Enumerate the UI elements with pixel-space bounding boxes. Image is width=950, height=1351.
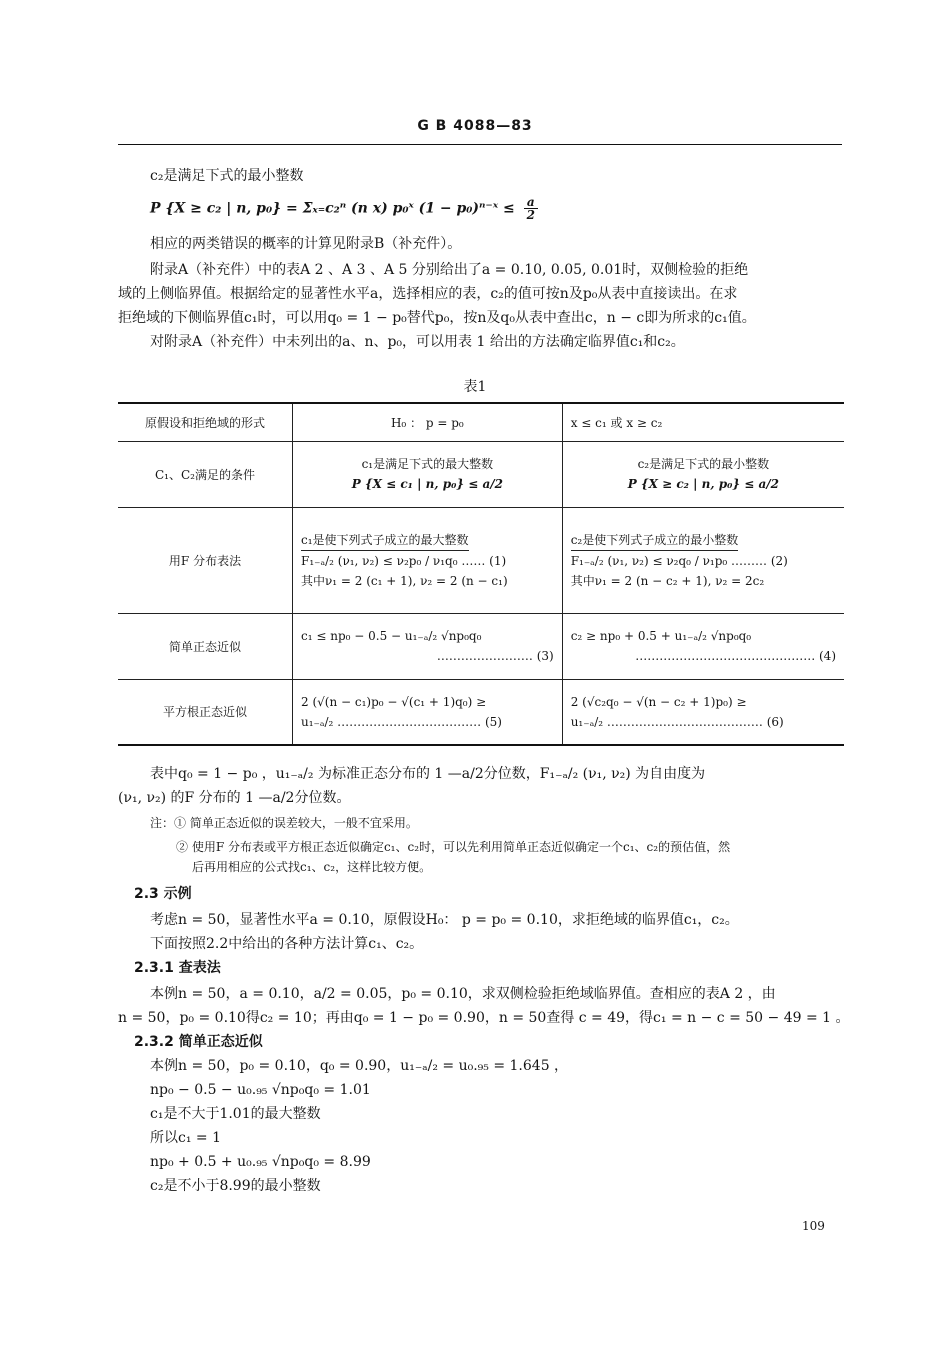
- condition-c2-formula: P {X ≥ c₂ | n, p₀} ≤ a/2: [627, 477, 779, 491]
- normal-approx-line-1: 本例n = 50，p₀ = 0.10，q₀ = 0.90，u₁₋ₐ/₂ = u₀.₉₅ = 1.645 ，: [150, 1058, 569, 1074]
- fraction-numerator: a: [524, 196, 538, 209]
- paragraph-appendix-line-1: 附录A（补充件）中的表A 2 、A 3 、A 5 分别给出了a = 0.10, 0.05, 0.01时，双侧检验的拒绝: [150, 262, 749, 278]
- c2-definition: c₂是满足下式的最小整数: [150, 168, 304, 184]
- cell-condition-c1: [293, 441, 563, 507]
- paragraph-error-probability: 相应的两类错误的概率的计算见附录B（补充件）。: [150, 236, 462, 252]
- sqrt-c2-eq-number: u₁₋ₐ/₂ ………………………………… (6): [570, 714, 784, 729]
- lookup-line-1: 本例n = 50，a = 0.10，a/2 = 0.05，p₀ = 0.10，求双侧检验拒绝域临界值。查相应的表A 2 ，由: [150, 986, 776, 1002]
- row-label-sqrt-approx: 平方根正态近似: [118, 679, 293, 745]
- note-2-line-1: ② 使用F 分布表或平方根正态近似确定c₁、c₂时，可以先利用简单正态近似确定一个c₁、c₂的预估值，然: [176, 840, 731, 854]
- f-c2-where: 其中ν₁ = 2 (n − c₂ + 1), ν₂ = 2c₂: [570, 573, 765, 588]
- sqrt-c1-eq-number: u₁₋ₐ/₂ ……………………………… (5): [301, 714, 502, 729]
- cell-normal-c2: [562, 613, 844, 679]
- paragraph-appendix-line-3: 拒绝域的下侧临界值c₁时，可以用q₀ = 1 − p₀替代p₀，按n及q₀从表中查出c，n − c即为所求的c₁值。: [118, 310, 756, 326]
- cell-normal-c1: [293, 613, 563, 679]
- normal-c2-formula: c₂ ≥ np₀ + 0.5 + u₁₋ₐ/₂ √np₀q₀: [570, 629, 752, 643]
- normal-c1-formula: c₁ ≤ np₀ − 0.5 − u₁₋ₐ/₂ √np₀q₀: [301, 629, 482, 643]
- table-row-form: [118, 403, 844, 441]
- f-c1-where: 其中ν₁ = 2 (c₁ + 1), ν₂ = 2 (n − c₁): [301, 573, 508, 588]
- c2-formula-expression: P {X ≥ c₂ | n, p₀} = Σₓ₌c₂ⁿ (n x) p₀ˣ (1 − p₀)ⁿ⁻ˣ ≤: [150, 200, 515, 217]
- cell-sqrt-c1: [293, 679, 563, 745]
- heading-lookup-method: 2.3.1 查表法: [134, 960, 221, 976]
- table-note-line-2: (ν₁, ν₂) 的F 分布的 1 —a/2分位数。: [118, 790, 351, 806]
- condition-c1-formula: P {X ≤ c₁ | n, p₀} ≤ a/2: [351, 477, 503, 491]
- normal-approx-line-3: c₁是不大于1.01的最大整数: [150, 1106, 321, 1122]
- table-row-f-distribution: [118, 507, 844, 613]
- row-label-form: 原假设和拒绝域的形式: [118, 403, 293, 441]
- row-label-f-distribution: 用F 分布表法: [118, 507, 293, 613]
- table-row-condition: [118, 441, 844, 507]
- f-c2-text: c₂是使下列式子成立的最小整数: [571, 530, 739, 551]
- sqrt-c2-formula: 2 (√c₂q₀ − √(n − c₂ + 1)p₀) ≥: [570, 694, 747, 709]
- normal-approx-line-5: np₀ + 0.5 + u₀.₉₅ √np₀q₀ = 8.99: [150, 1154, 371, 1170]
- row-label-normal-approx: 简单正态近似: [118, 613, 293, 679]
- example-methods: 下面按照2.2中给出的各种方法计算c₁、c₂。: [150, 936, 424, 952]
- note-1: 注：① 简单正态近似的误差较大，一般不宜采用。: [150, 816, 418, 830]
- table-row-sqrt-approx: [118, 679, 844, 745]
- normal-c2-eq-number: ……………………………………… (4): [635, 649, 836, 663]
- paragraph-appendix-line-2: 域的上侧临界值。根据给定的显著性水平a，选择相应的表，c₂的值可按n及p₀从表中直接读出。在求: [118, 286, 738, 302]
- f-c1-formula: F₁₋ₐ/₂ (ν₁, ν₂) ≤ ν₂p₀ / ν₁q₀ …… (1): [301, 553, 507, 568]
- heading-normal-approx: 2.3.2 简单正态近似: [134, 1034, 263, 1050]
- paragraph-table-method: 对附录A（补充件）中未列出的a、n、p₀，可以用表 1 给出的方法确定临界值c₁和c₂。: [150, 334, 685, 350]
- row-label-condition: C₁、C₂满足的条件: [118, 441, 293, 507]
- c2-formula-fraction: [524, 196, 538, 221]
- cell-sqrt-c2: [562, 679, 844, 745]
- c2-formula: [150, 196, 542, 221]
- cell-f-c2: [562, 507, 844, 613]
- cell-rejection-region: x ≤ c₁ 或 x ≥ c₂: [562, 403, 844, 441]
- page-header-standard-number: G B 4088—83: [417, 118, 533, 134]
- table-row-normal-approx: [118, 613, 844, 679]
- condition-c1-text: c₁是满足下式的最大整数: [361, 457, 494, 471]
- normal-approx-line-6: c₂是不小于8.99的最小整数: [150, 1178, 321, 1194]
- fraction-denominator: 2: [526, 208, 535, 222]
- example-problem: 考虑n = 50，显著性水平a = 0.10，原假设H₀： p = p₀ = 0.10，求拒绝域的临界值c₁，c₂。: [150, 912, 739, 928]
- normal-approx-line-4: 所以c₁ = 1: [150, 1130, 221, 1146]
- heading-example: 2.3 示例: [134, 886, 192, 902]
- page-number: 109: [802, 1219, 825, 1233]
- header-rule: [118, 144, 842, 145]
- f-c1-text: c₁是使下列式子成立的最大整数: [301, 530, 469, 551]
- condition-c2-text: c₂是满足下式的最小整数: [637, 457, 770, 471]
- cell-h0: H₀ ： p = p₀: [293, 403, 563, 441]
- f-c2-formula: F₁₋ₐ/₂ (ν₁, ν₂) ≤ ν₂q₀ / ν₁p₀ ……… (2): [570, 553, 788, 568]
- note-2-line-2: 后再用相应的公式找c₁、c₂，这样比较方便。: [192, 860, 432, 874]
- cell-condition-c2: [562, 441, 844, 507]
- sqrt-c1-formula: 2 (√(n − c₁)p₀ − √(c₁ + 1)q₀) ≥: [301, 694, 487, 709]
- lookup-line-2: n = 50，p₀ = 0.10得c₂ = 10；再由q₀ = 1 − p₀ = 0.90，n = 50查得 c = 49，得c₁ = n − c = 50 − 49 = 1 。: [118, 1010, 850, 1026]
- cell-f-c1: [293, 507, 563, 613]
- table-caption: 表1: [463, 379, 487, 395]
- table-1: [118, 402, 844, 746]
- normal-c1-eq-number: …………………… (3): [436, 649, 554, 663]
- table-note-line-1: 表中q₀ = 1 − p₀ ，u₁₋ₐ/₂ 为标准正态分布的 1 —a/2分位数，F₁₋ₐ/₂ (ν₁, ν₂) 为自由度为: [150, 766, 706, 782]
- normal-approx-line-2: np₀ − 0.5 − u₀.₉₅ √np₀q₀ = 1.01: [150, 1082, 371, 1098]
